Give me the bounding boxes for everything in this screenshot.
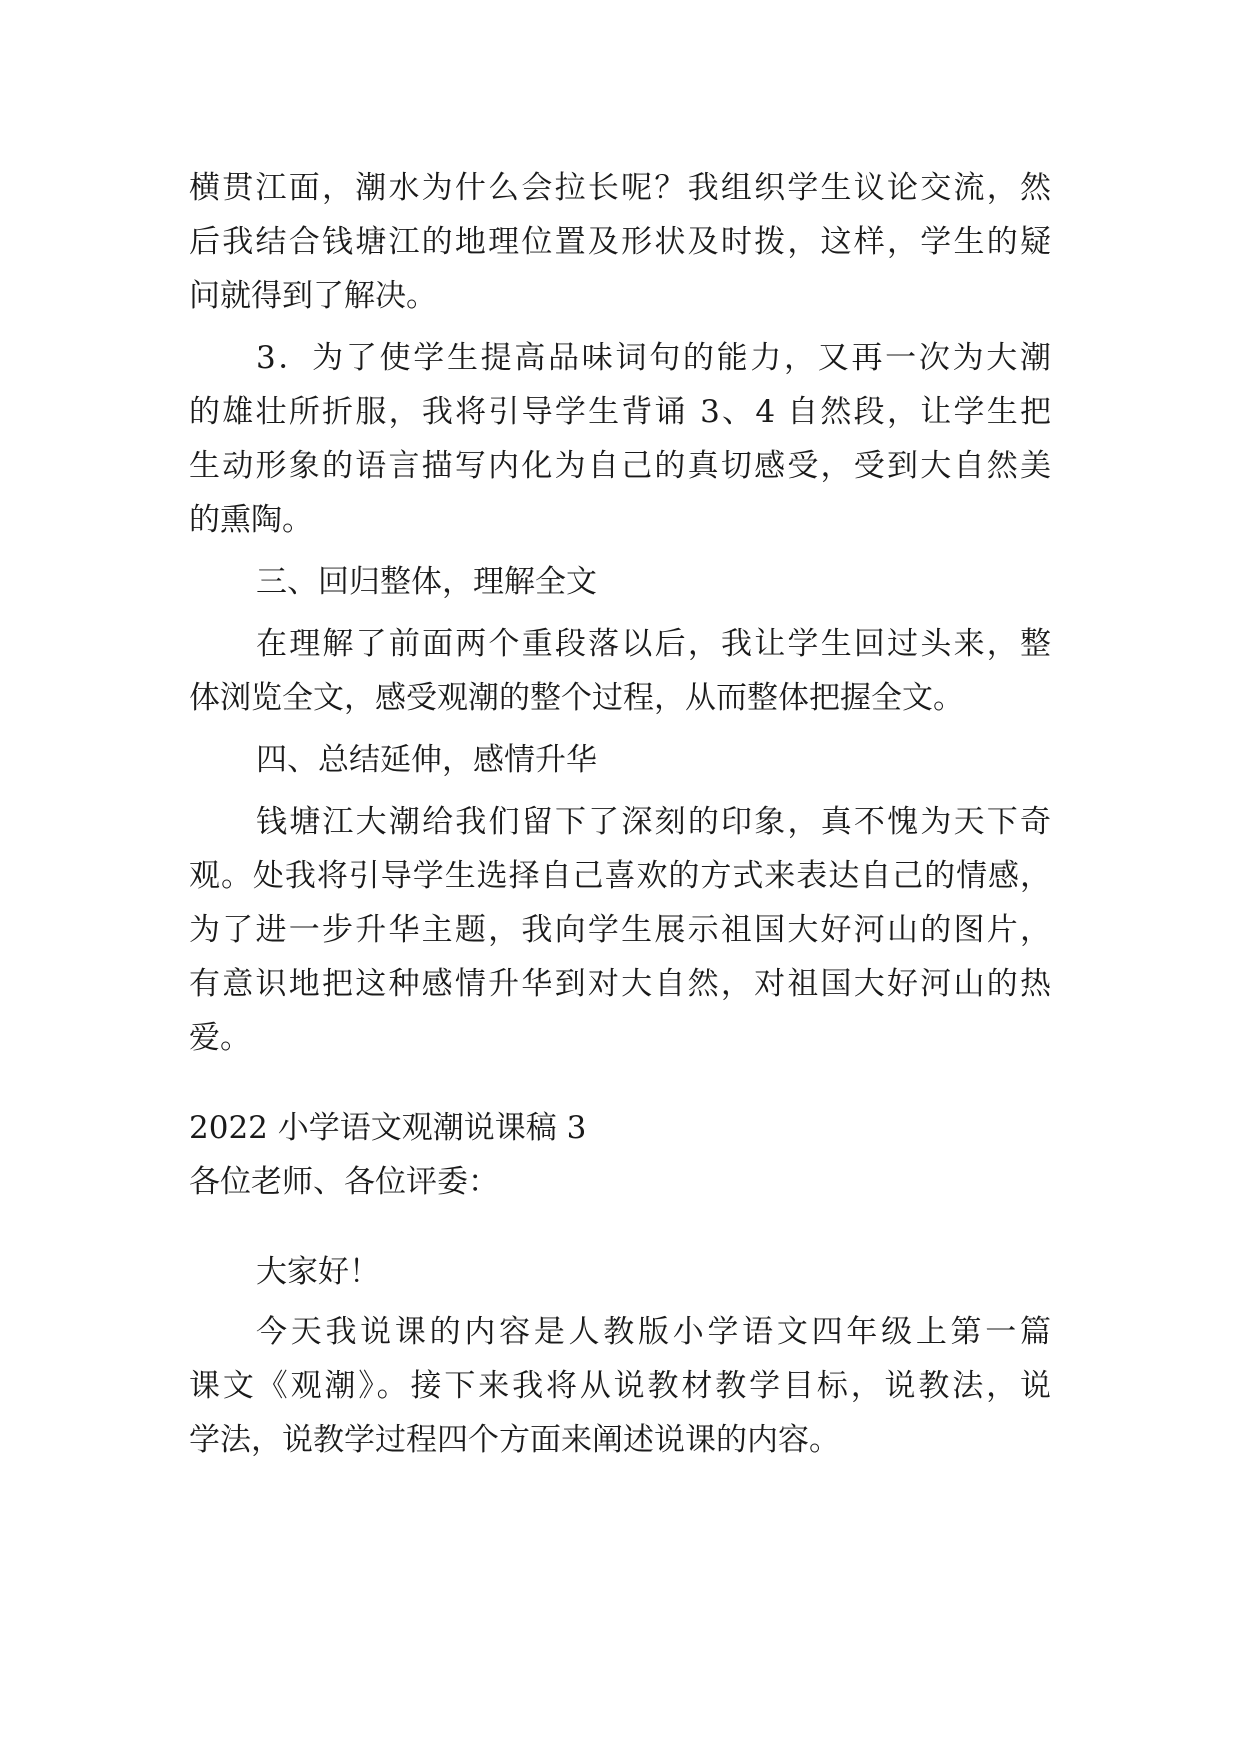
paragraph-line: 今天我说课的内容是人教版小学语文四年级上第一篇 <box>256 1314 1051 1350</box>
paragraph-line: 学法，说教学过程四个方面来阐述说课的内容。 <box>189 1422 840 1458</box>
paragraph-line: 为了进一步升华主题，我向学生展示祖国大好河山的图片， <box>189 912 1051 948</box>
section-heading: 三、回归整体，理解全文 <box>256 564 597 600</box>
paragraph-line: 钱塘江大潮给我们留下了深刻的印象，真不愧为天下奇 <box>256 804 1051 840</box>
paragraph-line: 观。处我将引导学生选择自己喜欢的方式来表达自己的情感， <box>189 858 1051 894</box>
greeting: 大家好！ <box>256 1254 380 1290</box>
paragraph-line: 后我结合钱塘江的地理位置及形状及时拨，这样，学生的疑 <box>189 224 1051 260</box>
paragraph-line: 的雄壮所折服，我将引导学生背诵 3、4 自然段，让学生把 <box>189 394 1051 430</box>
paragraph-line: 在理解了前面两个重段落以后，我让学生回过头来，整 <box>256 626 1051 662</box>
paragraph-line: 生动形象的语言描写内化为自己的真切感受，受到大自然美 <box>189 448 1051 484</box>
paragraph-line: 3．为了使学生提高品味词句的能力，又再一次为大潮 <box>256 340 1051 376</box>
paragraph-line: 体浏览全文，感受观潮的整个过程，从而整体把握全文。 <box>189 680 964 716</box>
paragraph-line: 有意识地把这种感情升华到对大自然，对祖国大好河山的热 <box>189 966 1051 1002</box>
paragraph-line: 爱。 <box>189 1020 251 1056</box>
paragraph-line: 横贯江面，潮水为什么会拉长呢？我组织学生议论交流，然 <box>189 170 1051 206</box>
paragraph-line: 的熏陶。 <box>189 502 313 538</box>
salutation: 各位老师、各位评委： <box>189 1164 499 1200</box>
paragraph-line: 问就得到了解决。 <box>189 278 437 314</box>
paragraph-line: 课文《观潮》。接下来我将从说教材教学目标，说教法，说 <box>189 1368 1051 1404</box>
document-title: 2022 小学语文观潮说课稿 3 <box>189 1110 587 1146</box>
section-heading: 四、总结延伸，感情升华 <box>256 742 597 778</box>
